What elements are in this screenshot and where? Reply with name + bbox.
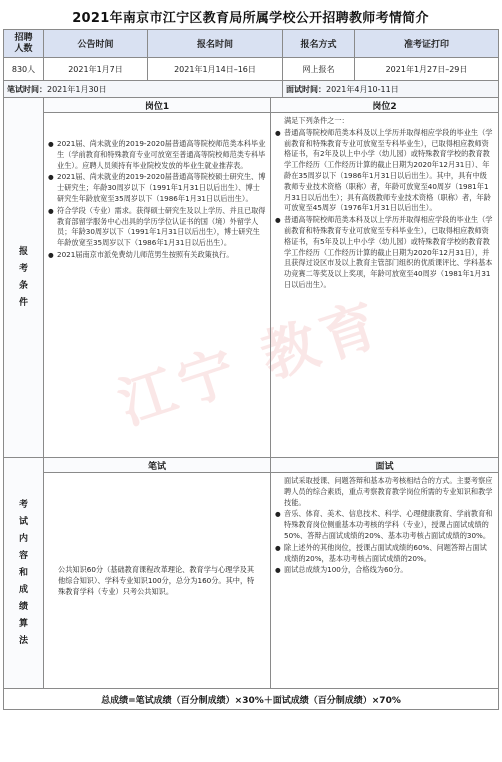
- post2-title: 岗位2: [271, 98, 499, 113]
- list-item: ● 面试总成绩为100分，合格线为60分。: [275, 565, 494, 576]
- requirements-table: [3, 97, 499, 458]
- page-title: 2021年南京市江宁区教育局所属学校公开招聘教师考情简介: [72, 10, 429, 26]
- list-item: ● 普通高等院校师范类本科及以上学历并取得相应学段的毕业生（学前教育和特殊教育专业可放宽至专科毕业生），已取得相应教师资格证书，有2年及以上中小学（幼儿园）或特殊教育学校的教育教学工作经历（工作经历计算的截止日期为2020年12月31日）、年龄在35周岁以下（1986年1月31日以后出生）。其中，具有中级教师专业技术资格（职称）者，年龄可放宽至40周岁（1981年1月31日以后出生）；具有高级教师专业技术资格（职称）者，年龄可放宽至45周岁（1976年1月31日以后出生）。: [275, 128, 494, 214]
- written-content: 公共知识60分（基础教育课程改革理论、教育学与心理学及其他综合知识）、学科专业知识100分，总分为160分。其中，特殊教育学科（专业）只考公共知识。: [44, 473, 271, 689]
- info-method: 网上报名: [283, 58, 355, 81]
- written-title: 笔试: [44, 458, 271, 473]
- list-item: ● 符合学段（专业）需求。获得硕士研究生及以上学历、并且已取得教育部留学服务中心出具的学历学位认证书的国（境）外留学人员；年龄30周岁以下（1991年1月31日以后出生），博士研究生年龄放宽至35周岁以下（1986年1月31日以后出生）。: [48, 206, 266, 249]
- info-announce: 2021年1月7日: [44, 58, 148, 81]
- list-item: ● 2021届、尚未就业的2019-2020届普通高等院校师范类本科毕业生（学前教育和特殊教育专业可放宽至普通高等院校师范类专科毕业生）。应聘人员须持有毕业院校发放的毕业生就业推荐表。: [48, 139, 266, 171]
- header-ticket: 准考证打印: [355, 30, 499, 58]
- interview-time-label: 面试时间：: [286, 84, 326, 94]
- total-score-formula: 总成绩=笔试成绩（百分制成绩）×30%＋面试成绩（百分制成绩）×70%: [4, 689, 499, 710]
- interview-intro: 面试采取授课、问题答辩和基本功考核相结合的方式。主要考察应聘人员的综合素质，重点考察教育教学岗位所需的专业知识和教学技能。: [284, 476, 493, 507]
- written-time-label: 笔试时间：: [7, 84, 47, 94]
- header-method: 报名方式: [283, 30, 355, 58]
- written-time: [4, 81, 283, 98]
- written-time-value: 2021年1月30日: [47, 84, 107, 94]
- header-count: 招聘 人数: [4, 30, 44, 58]
- post1-title: 岗位1: [44, 98, 271, 113]
- interview-time-value: 2021年4月10-11日: [326, 84, 399, 94]
- post2-intro: 满足下列条件之一：: [284, 116, 349, 125]
- interview-time: [283, 81, 499, 98]
- requirements-side-label: 报 考 条 件: [4, 98, 44, 458]
- info-register: 2021年1月14日–16日: [148, 58, 283, 81]
- header-register: 报名时间: [148, 30, 283, 58]
- info-table: [3, 29, 499, 98]
- list-item: ● 2021届、尚未就业的2019-2020届普通高等院校硕士研究生、博士研究生；年龄30周岁以下（1991年1月31日以后出生）、博士研究生年龄放宽至35周岁以下（1986年1月31日以后出生）。: [48, 172, 266, 204]
- list-item: ● 2021届南京市派免费幼儿师范男生按照有关政策执行。: [48, 250, 266, 261]
- post2-conditions: [271, 113, 499, 458]
- interview-content: [271, 473, 499, 689]
- list-item: ● 普通高等院校师范类本科及以上学历并取得相应学段的毕业生（学前教育和特殊教育专业可放宽至专科毕业生），已取得相应教师资格证书，有5年及以上中小学（幼儿园）或特殊教育学校的教育教学工作经历（工作经历计算的截止日期为2020年12月31日），并且获得过设区市及以上教育主管部门组织的优质课评比、学科基本功竞赛二等奖及以上奖项，年龄可放宽至40周岁（1981年1月31日以后出生）。: [275, 215, 494, 291]
- list-item: ● 音乐、体育、美术、信息技术、科学、心理健康教育、学前教育和特殊教育岗位侧重基本功考核的学科（专业），授课占面试成绩的50%、答辩占面试成绩的20%、基本功考核占面试成绩的30%。: [275, 509, 494, 541]
- header-announce: 公告时间: [44, 30, 148, 58]
- exam-table: [3, 457, 499, 710]
- interview-title: 面试: [271, 458, 499, 473]
- list-item: ● 除上述外的其他岗位，授课占面试成绩的60%、问题答辩占面试成绩的20%，基本功考核占面试成绩的20%。: [275, 543, 494, 565]
- exam-info-sheet: [3, 3, 498, 710]
- info-count: 830人: [4, 58, 44, 81]
- info-ticket: 2021年1月27日–29日: [355, 58, 499, 81]
- watermark: 江宁 教育: [111, 291, 392, 438]
- post1-conditions: [44, 113, 271, 458]
- exam-side-label: 考 试 内 容 和 成 绩 算 法: [4, 458, 44, 689]
